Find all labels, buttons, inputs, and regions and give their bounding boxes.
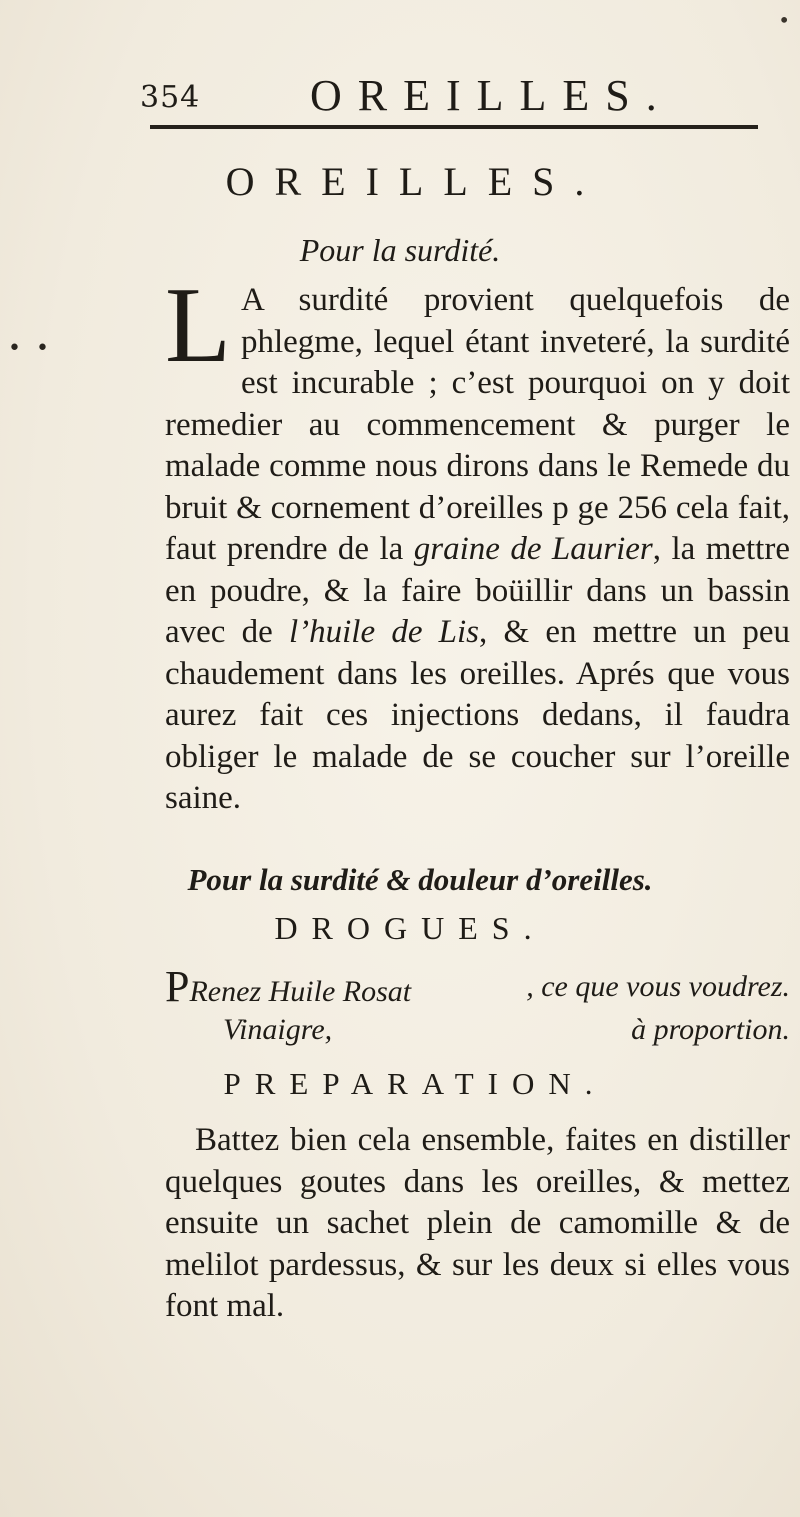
running-title: OREILLES. [310,71,673,120]
margin-mark: • • [8,336,53,361]
paragraph-text-b: , la mettre en poudre, & la faire boüillir dans un bassin avec de [165,531,790,650]
recipe-ingredient: Vinaigre, [223,1013,333,1046]
drugs-heading: DROGUES. [274,910,546,946]
paragraph-italic-lis: l’huile de Lis [288,614,480,650]
recipe-line [165,1011,790,1049]
recipe-quantity: , ce que vous voudrez. [526,970,790,1003]
recipe-ingredient [165,962,412,1011]
page-number: 354 [140,80,201,115]
section-subtitle: Pour la surdité. [299,232,501,268]
preparation-text: Battez bien cela ensemble, faites en distiller quelques goutes dans les oreilles, & mettez ensuite un sachet plein de camomille & de melilot pardessus, & sur les deux si elles vous font mal. [165,1122,790,1324]
paragraph-text-a: A surdité provient quelquefois de phlegme, lequel étant inveteré, la surdité est incurable ; c’est pourquoi on y doit remedier au commencement & purger le malade comme nous dirons dans le Remede du bruit & cornement d’oreilles p ge 256 cela fait, faut prendre de la [165,282,790,567]
head-rule [150,125,758,129]
recipe-cap: P [165,962,190,1011]
section-2-subtitle: Pour la surdité & douleur d’oreilles. [187,862,653,897]
ink-speck: • [778,8,790,32]
paragraph-italic-laurier: graine de Laurier [413,531,653,567]
running-head [140,70,760,130]
recipe-line [165,962,790,1011]
preparation-heading: PREPARATION. [223,1066,607,1101]
drop-cap: L [165,266,231,385]
recipe-quantity: à proportion. [631,1013,790,1046]
recipe-list [165,962,790,1049]
recipe-ingredient-text: Renez Huile Rosat [189,975,412,1008]
section-title: OREILLES. [225,159,605,204]
paragraph-surdite [165,266,790,820]
paragraph-text-c: , & en mettre un peu chaudement dans les oreilles. Aprés que vous aurez fait ces injections dedans, il faudra obliger le malade de se coucher sur l’oreille saine. [165,614,790,816]
